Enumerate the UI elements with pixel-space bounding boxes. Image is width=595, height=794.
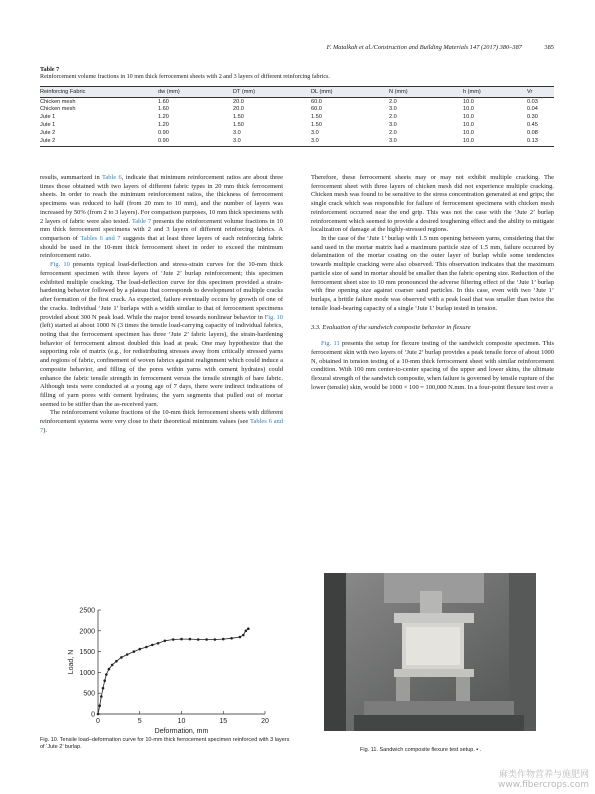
table-cell: 1.50 [311,114,322,121]
table-cell: 2.0 [389,129,397,136]
table-cell: 2.0 [389,98,397,105]
table-cell: 10.0 [463,106,474,113]
table-cell: 3.0 [233,137,311,147]
tables-6-7-link[interactable]: Tables 6 and 7 [80,235,121,243]
table-cell: 10.0 [463,98,474,105]
table-cell: 0.04 [527,106,538,113]
table-header-row [40,87,554,98]
data-point [214,638,217,641]
table-cell: 60.0 [311,98,322,105]
table-cell: Jute 2 [40,137,158,147]
paragraph: Fig. 10 presents typical load-deflection and stress-strain curves for the 10-mm thick ferrocement specimen with three layers of ‘Jute 2’ burlap reinforcement; this specimen exhibited multiple cracking. The load-deflection curve for this specimen provided a strain-hardening behavior followed by a plateau that corresponds to development of multiple cracks after formation of the first crack. As expected, failure eventually occurs by growth of one of the cracks. Individual ‘Jute 1’ burlaps with a width similar to that of ferrocement specimens provided about 300 N peak load. While the major trend towards nonlinear behavior in Fig. 10 (left) started at about 1000 N (3 times the tensile load-carrying capacity of individual fabrics, noting that the ferrocement specimen has three ‘Jute 2’ fabric layers), the strain-hardening behavior of ferrocement almost doubled this load at peak. One may hypothesize that the supporting role of matrix (e.g., for redistributing stresses away from critically stressed yarns and regions of fabric, confinement of woven fabrics against realignment which could induce a composite behavior, and filling of the pores within yarns with cement hydrates) could enhance the fabric tensile strength in ferrocement versus the tensile strength of bare fabric. Although tests were conducted at a young age of 7 days, there were indirect indications of filling of yarn pores with cement hydrates; the yarn segments that pulled out of mortar seemed to be stiffer than the as-received yarn. [40,261,283,408]
x-tick-label: 0 [96,718,100,725]
table-cell: 10.0 [463,114,474,121]
data-point [145,646,148,649]
fig-11-link[interactable]: Fig. 11 [321,340,340,348]
table-cell: 10.0 [463,137,527,147]
y-tick-label: 0 [91,711,95,719]
table-cell: 0.90 [158,137,233,147]
load-deformation-chart [40,600,283,735]
data-point [97,713,100,716]
table-row [40,121,554,129]
right-text-column [311,174,554,393]
x-tick-label: 10 [177,718,186,725]
table-cell: 60.0 [311,106,322,113]
table-header-cell: Reinforcing Fabric [40,87,158,98]
table-cell: 1.20 [158,114,169,121]
paragraph: results, summarized in Table 6, indicate that minimum reinforcement ratios are about three times those obtained with two layers of different fabric types in 20 mm thick ferrocement sheets. In order to reach the minimum reinforcement ratios, the thickness of ferrocement specimens was reduced to half (from 20 mm to 10 mm), and the number of layers was increased by 50% (from 2 to 3 layers). For comparison purposes, 10 mm thick specimens with 2 layers of fabric were also tested. Table 7 presents the reinforcement volume fractions in 10 mm thick ferrocement specimens with 2 and 3 layers of different reinforcing fabrics. A comparison of Tables 6 and 7 suggests that at least three layers of each reinforcing fabric should be used in the 10-mm thick ferrocement sheet in order to exceed the minimum reinforcement ratio. [40,174,284,260]
data-point [172,638,175,641]
table-title: Table 7 [40,66,60,73]
table-cell: 3.0 [389,137,463,147]
table-header-cell: h (mm) [463,87,527,98]
data-point [180,638,183,641]
x-axis-label: Deformation, mm [154,728,209,735]
table-row [40,129,554,137]
table-header-cell: DT (mm) [233,87,311,98]
reinforcement-table [40,86,554,147]
table-cell: 1.60 [158,98,169,105]
table-header-cell: N (mm) [389,87,463,98]
data-point [189,638,192,641]
x-tick-label: 5 [137,718,142,725]
table-cell: 3.0 [233,129,241,136]
left-text-column [40,174,283,436]
table-cell: 0.30 [527,114,538,121]
table-cell: Chicken mesh [40,106,76,113]
y-axis-label: Load, N [68,649,75,675]
fig-10-link[interactable]: Fig. 10 [264,313,283,321]
data-point [239,636,242,639]
table-cell: 10.0 [463,129,474,136]
table-cell: 10.0 [463,121,474,128]
data-point [247,627,250,630]
table-cell: 2.0 [389,114,397,121]
paragraph: The reinforcement volume fractions of the 10-mm thick ferrocement sheets with different reinforcement systems were very close to their theoretical minimum values (see Tables 6 and 7). [40,409,283,434]
series-line [98,629,248,714]
table-cell: 3.0 [311,137,389,147]
data-point [102,687,105,690]
paragraph: Therefore, these ferrocement sheets may or may not exhibit multiple cracking. The ferrocement sheet with three layers of chicken mesh did not experience multiple cracking. Chicken mesh was found to be sensitive to the stress concentration generated at end grips; the single crack which was responsible for failure of ferrocement specimens with chicken mesh reinforcement occurred near the end grip. This was not the case with the ‘Jute 2’ burlap reinforcement which seemed to provide a desired toughening effect and the ability to mitigate localization of damage at the highly-stressed regions. [311,174,554,234]
table-6-link[interactable]: Table 6 [101,174,122,181]
table-cell: 20.0 [233,98,244,105]
paragraph: In the case of the ‘Jute 1’ burlap with 1.5 mm opening between yarns, considering that the sand used in the mortar matrix had a maximum particle size of 1.5 mm, failure occurred by delamination of the mortar coating on the outer layer of burlap while some tendencies towards multiple cracking were also observed. This observation indicates that the maximum particle size of sand in mortar should be smaller than the fabric opening size. Reduction of the ferrocement sheet size to 10 mm pronounced the adverse filtering effect of the ‘Jute 1’ burlap with fine opening size against coarser sand particles. In this case, even with two ‘Jute 1’ burlaps, a brittle failure mode was observed with a peak load that was smaller than twice the tensile load-bearing capacity of a single ‘Jute 1’ burlap tested in tension. [311,235,554,312]
data-point [111,664,114,667]
data-point [133,650,136,653]
data-point [205,638,208,641]
table-row [40,137,554,147]
fig-10-link[interactable]: Fig. 10 [50,261,70,269]
data-point [126,653,129,656]
watermark-line: www.fibercrops.com [498,780,589,790]
data-point [139,648,142,651]
data-point [108,668,111,671]
data-point [100,695,103,698]
table-cell: Jute 1 [40,114,56,121]
flexure-test-photo [324,573,536,731]
y-tick-label: 1500 [79,649,95,657]
data-point [157,642,160,645]
table-cell: 0.45 [527,121,538,128]
data-point [151,644,154,647]
section-heading: 3.3. Evaluation of the sandwich composite behavior in flexure [311,323,471,331]
figure-10-caption: Fig. 10. Tensile load–deformation curve for 10-mm thick ferrocement specimen reinforced with 3 layers of ‘Jute 2’ burlap. [40,737,290,751]
tables-6-7-link[interactable]: Tables 6 and 7 [40,418,283,434]
x-tick-label: 20 [261,718,269,725]
data-point [197,638,200,641]
y-tick-label: 500 [83,690,95,698]
x-tick-label: 15 [219,718,228,725]
table-cell: 0.13 [527,137,554,147]
watermark [498,770,589,790]
table-cell: 0.90 [158,129,169,136]
y-tick-label: 1000 [79,669,95,677]
table-7-link[interactable]: Table 7 [131,217,152,225]
y-tick-label: 2500 [79,607,95,615]
table-cell: 3.0 [311,129,319,136]
data-point [222,638,225,641]
table-row [40,98,554,106]
table-cell: 0.03 [527,98,538,105]
y-tick-label: 2000 [79,628,95,636]
data-point [230,637,233,640]
data-point [103,679,106,682]
table-cell: Jute 1 [40,121,56,128]
table-cell: 1.50 [311,121,322,128]
data-point [245,630,248,633]
table-cell: 1.50 [233,114,244,121]
page-number: 385 [544,44,554,51]
table-header-cell: dw (mm) [158,87,233,98]
table-row [40,106,554,114]
table-cell: 3.0 [389,121,397,128]
figure-11-caption: Fig. 11. Sandwich composite flexure test setup. ▪ . [360,747,482,753]
data-point [105,673,108,676]
running-header [40,44,554,56]
table-row [40,114,554,122]
data-point [98,704,101,707]
watermark-line: 麻类作物营养与施肥网 [498,770,589,780]
data-point [115,660,118,663]
table-cell: 20.0 [233,106,244,113]
data-point [242,634,245,637]
paragraph: Fig. 11 presents the setup for flexure testing of the sandwich composite specimen. This ferrocement skin with two layers of ‘Jute 2’ burlap provides a peak tensile force of about 1000 N, obtained in tension testing of a 10-mm thick ferrocement sheet with similar reinforcement condition. With 100 mm center-to-center spacing of the upper and lower skins, the ultimate flexural strength of the sandwich composite, when failure is governed by tensile rupture of the lower (tensile) skin, would be 1000 × 100 = 100,000 N.mm. In a four-point flexure test over a [311,340,554,391]
table-cell: 0.08 [527,129,538,136]
journal-citation: F. Matalkah et al./Construction and Building Materials 147 (2017) 380–387 [326,44,522,51]
table-cell: Chicken mesh [40,98,76,105]
data-point [164,640,167,643]
table-caption: Reinforcement volume fractions in 10 mm thick ferrocement sheets with 2 and 3 layers of different reinforcing fabrics. [40,74,330,80]
table-header-cell: Vr [527,87,554,98]
table-cell: 1.60 [158,106,169,113]
table-cell: 3.0 [389,106,397,113]
data-point [120,656,123,659]
table-cell: 1.20 [158,121,169,128]
table-cell: Jute 2 [40,129,56,136]
table-header-cell: DL (mm) [311,87,389,98]
table-cell: 1.50 [233,121,244,128]
